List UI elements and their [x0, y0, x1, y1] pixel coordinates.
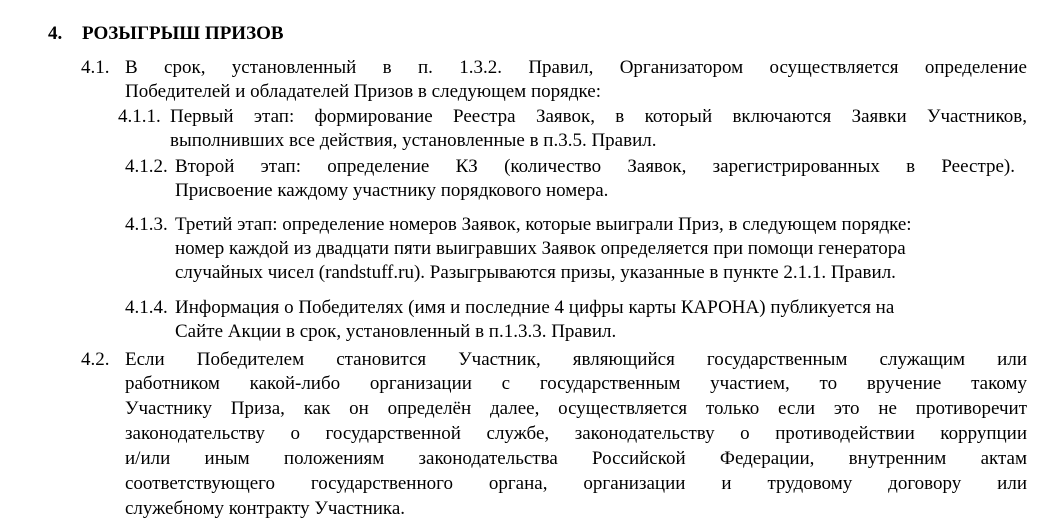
clause-4-2-line-6: соответствующего государственного органа, организации и трудовому договору или [125, 473, 1027, 494]
clause-4-1-3-line-3: случайных чисел (randstuff.ru). Разыгрываются призы, указанные в пункте 2.1.1. Правил. [175, 262, 896, 283]
clause-4-2-line-4: законодательству о государственной службе, законодательству о противодействии коррупции [125, 423, 1027, 444]
clause-4-1-4-number: 4.1.4. [125, 297, 168, 318]
clause-4-1-1-line-2: выполнивших все действия, установленные в п.3.5. Правил. [170, 130, 657, 151]
clause-4-2-line-2: работником какой-либо организации с государственным участием, то вручение такому [125, 373, 1027, 394]
clause-4-1-2-line-2: Присвоение каждому участнику порядкового номера. [175, 180, 609, 201]
clause-4-1-4-line-2: Сайте Акции в срок, установленный в п.1.3.3. Правил. [175, 321, 617, 342]
clause-4-1-number: 4.1. [81, 57, 110, 78]
clause-4-1-3-number: 4.1.3. [125, 214, 168, 235]
clause-4-2-line-7: служебному контракту Участника. [125, 498, 406, 519]
clause-4-1-line-1: В срок, установленный в п. 1.3.2. Правил, Организатором осуществляется определение [125, 57, 1027, 78]
clause-4-2-line-5: и/или иным положениям законодательства Российской Федерации, внутренним актам [125, 448, 1027, 469]
clause-4-1-3-line-1: Третий этап: определение номеров Заявок, которые выиграли Приз, в следующем порядке: [175, 214, 912, 235]
clause-4-2-number: 4.2. [81, 349, 110, 370]
clause-4-2-line-3: Участнику Приза, как он определён далее, осуществляется только если это не противоречит [125, 398, 1027, 419]
clause-4-2-line-1: Если Победителем становится Участник, являющийся государственным служащим или [125, 349, 1027, 370]
clause-4-1-line-2: Победителей и обладателей Призов в следующем порядке: [125, 81, 601, 102]
clause-4-1-4-line-1: Информация о Победителях (имя и последние 4 цифры карты КАРОНА) публикуется на [175, 297, 895, 318]
clause-4-1-1-number: 4.1.1. [118, 106, 161, 127]
clause-4-1-2-line-1: Второй этап: определение КЗ (количество Заявок, зарегистрированных в Реестре). [175, 156, 1015, 177]
section-number: 4. [48, 23, 63, 44]
clause-4-1-2-number: 4.1.2. [125, 156, 168, 177]
section-title: РОЗЫГРЫШ ПРИЗОВ [82, 23, 284, 44]
clause-4-1-3-line-2: номер каждой из двадцати пяти выигравших Заявок определяется при помощи генератора [175, 238, 906, 259]
clause-4-1-1-line-1: Первый этап: формирование Реестра Заявок, в который включаются Заявки Участников, [170, 106, 1027, 127]
